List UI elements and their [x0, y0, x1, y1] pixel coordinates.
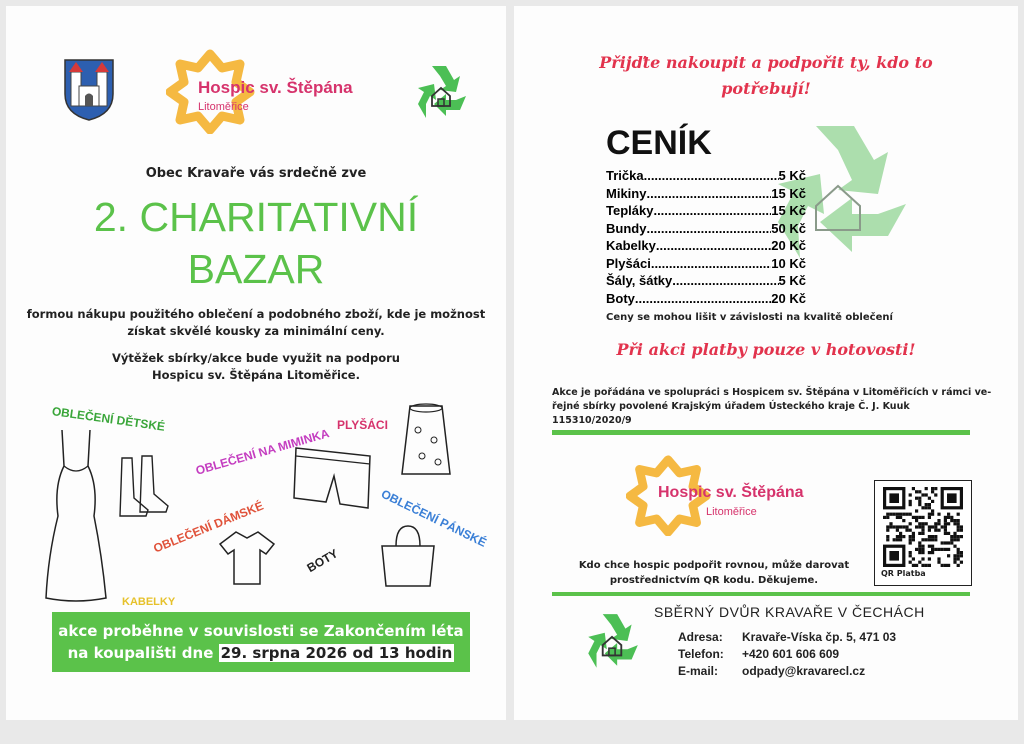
donate-line-1: Kdo chce hospic podpořit rovnou, může darovat	[578, 560, 850, 571]
proceeds-line-1: Výtěžek sbírky/akce bude využit na podporu	[112, 351, 400, 365]
price-dots	[651, 256, 771, 271]
donate-line-2: prostřednictvím QR kodu. Děkujeme.	[609, 575, 819, 586]
contact-label: Adresa:	[678, 630, 723, 644]
price-dots	[656, 238, 771, 253]
price-row	[606, 256, 806, 271]
category-kids: OBLEČENÍ DĚTSKÉ	[51, 404, 166, 434]
category-plush: PLYŠÁCI	[337, 418, 388, 432]
price-item: Mikiny	[606, 185, 647, 201]
price-row	[606, 168, 806, 183]
price-value: 10 Kč	[771, 255, 806, 271]
hospic-city-right: Litoměřice	[706, 506, 757, 518]
invite-text: Obec Kravaře vás srdečně zve	[145, 166, 367, 181]
divider-bottom	[552, 592, 970, 596]
qr-box	[874, 480, 972, 586]
event-banner	[52, 612, 470, 672]
price-value: 20 Kč	[771, 238, 806, 253]
price-note: Ceny se mohou lišit v závislosti na kvalitě oblečení	[606, 312, 893, 323]
price-row	[606, 273, 806, 288]
price-dots	[646, 221, 771, 236]
title-line-2: BAZAR	[187, 246, 325, 292]
category-shoes: BOTY	[304, 546, 341, 576]
price-item: Trička	[606, 168, 644, 183]
banner-date: 29. srpna 2026 od 13 hodin	[220, 644, 453, 662]
divider-top	[552, 430, 970, 435]
price-item: Bundy	[606, 220, 647, 236]
recycle-icon	[410, 62, 472, 124]
organizer-line-1: Akce je pořádána ve spolupráci s Hospicem sv. Štěpána v Litoměřicích v rámci ve-	[552, 387, 992, 398]
hospic-name-right: Hospic sv. Štěpána	[658, 484, 804, 501]
price-value: 15 Kč	[771, 185, 806, 201]
slogan-line-1: Přijďte nakoupit a podpořit ty, kdo to	[599, 53, 933, 72]
price-row	[606, 221, 806, 236]
donate-note	[574, 558, 854, 588]
qr-label: QR Platba	[881, 569, 926, 578]
contact-value: Kravaře-Víska čp. 5, 471 03	[742, 630, 897, 644]
price-row	[606, 203, 806, 218]
category-bags: KABELKY	[122, 596, 176, 608]
contact-value[interactable]: odpady@kravarecl.cz	[742, 664, 866, 678]
price-dots	[644, 168, 779, 183]
price-value: 15 Kč	[771, 203, 806, 218]
contact-value: +420 601 606 609	[742, 647, 840, 661]
organizer-line-2: řejné sbírky povolené Krajským úřadem Ústeckého kraje Č. J. Kuuk 115310/2020/9	[552, 401, 910, 426]
qr-code-icon[interactable]	[883, 487, 963, 567]
banner-line-1: akce proběhne v souvislosti se Zakončením léta	[58, 622, 464, 640]
category-men: OBLEČENÍ PÁNSKÉ	[378, 486, 489, 550]
boots-icon	[114, 454, 174, 524]
slogan	[514, 50, 1018, 102]
price-row	[606, 238, 806, 253]
description-line-1: formou nákupu použitého oblečení a podobného zboží, kde je možnost	[26, 307, 486, 321]
category-women: OBLEČENÍ DÁMSKÉ	[151, 498, 266, 556]
yard-recycle-icon	[580, 610, 644, 674]
price-value: 5 Kč	[778, 273, 806, 288]
price-dots	[646, 186, 771, 201]
dress-icon	[36, 426, 116, 606]
price-item: Boty	[606, 290, 635, 306]
slogan-line-2: potřebují!	[721, 79, 811, 98]
price-row	[606, 186, 806, 201]
title-line-1: 2. CHARITATIVNÍ	[93, 194, 419, 240]
price-dots	[672, 273, 778, 288]
left-page	[6, 6, 506, 720]
skirt-icon	[396, 400, 456, 480]
price-item: Tepláky	[606, 203, 654, 218]
organizer-note	[552, 386, 992, 428]
price-value: 5 Kč	[778, 168, 806, 183]
description-line-2: získat skvělé kousky za minimální ceny.	[127, 324, 385, 338]
contact-label: Telefon:	[678, 647, 724, 661]
hospic-city: Litoměřice	[198, 101, 249, 113]
contact-label: E-mail:	[678, 664, 719, 678]
price-row	[606, 291, 806, 306]
price-item: Plyšáci	[606, 255, 651, 271]
shirt-icon	[218, 528, 276, 588]
price-value: 20 Kč	[771, 290, 806, 306]
yard-title: SBĚRNÝ DVŮR KRAVAŘE V ČECHÁCH	[654, 604, 925, 620]
price-dots	[635, 291, 771, 306]
handbag-icon	[376, 522, 440, 590]
price-item: Šály, šátky	[606, 273, 673, 288]
coat-of-arms-icon	[63, 58, 115, 122]
cash-only: Při akci platby pouze v hotovosti!	[616, 340, 916, 359]
banner-line-2	[52, 642, 470, 664]
description	[6, 306, 506, 340]
banner-prefix: na koupališti dne	[67, 644, 219, 662]
price-value: 50 Kč	[771, 220, 806, 236]
price-item: Kabelky	[606, 238, 656, 253]
category-baby: OBLEČENÍ NA MIMINKA	[194, 426, 331, 478]
shorts-icon	[288, 442, 376, 516]
price-dots	[653, 203, 771, 218]
pricelist-title: CENÍK	[606, 124, 712, 162]
proceeds	[6, 350, 506, 384]
hospic-name: Hospic sv. Štěpána	[198, 78, 353, 97]
right-page	[514, 6, 1018, 720]
proceeds-line-2: Hospicu sv. Štěpána Litoměřice.	[152, 368, 360, 382]
